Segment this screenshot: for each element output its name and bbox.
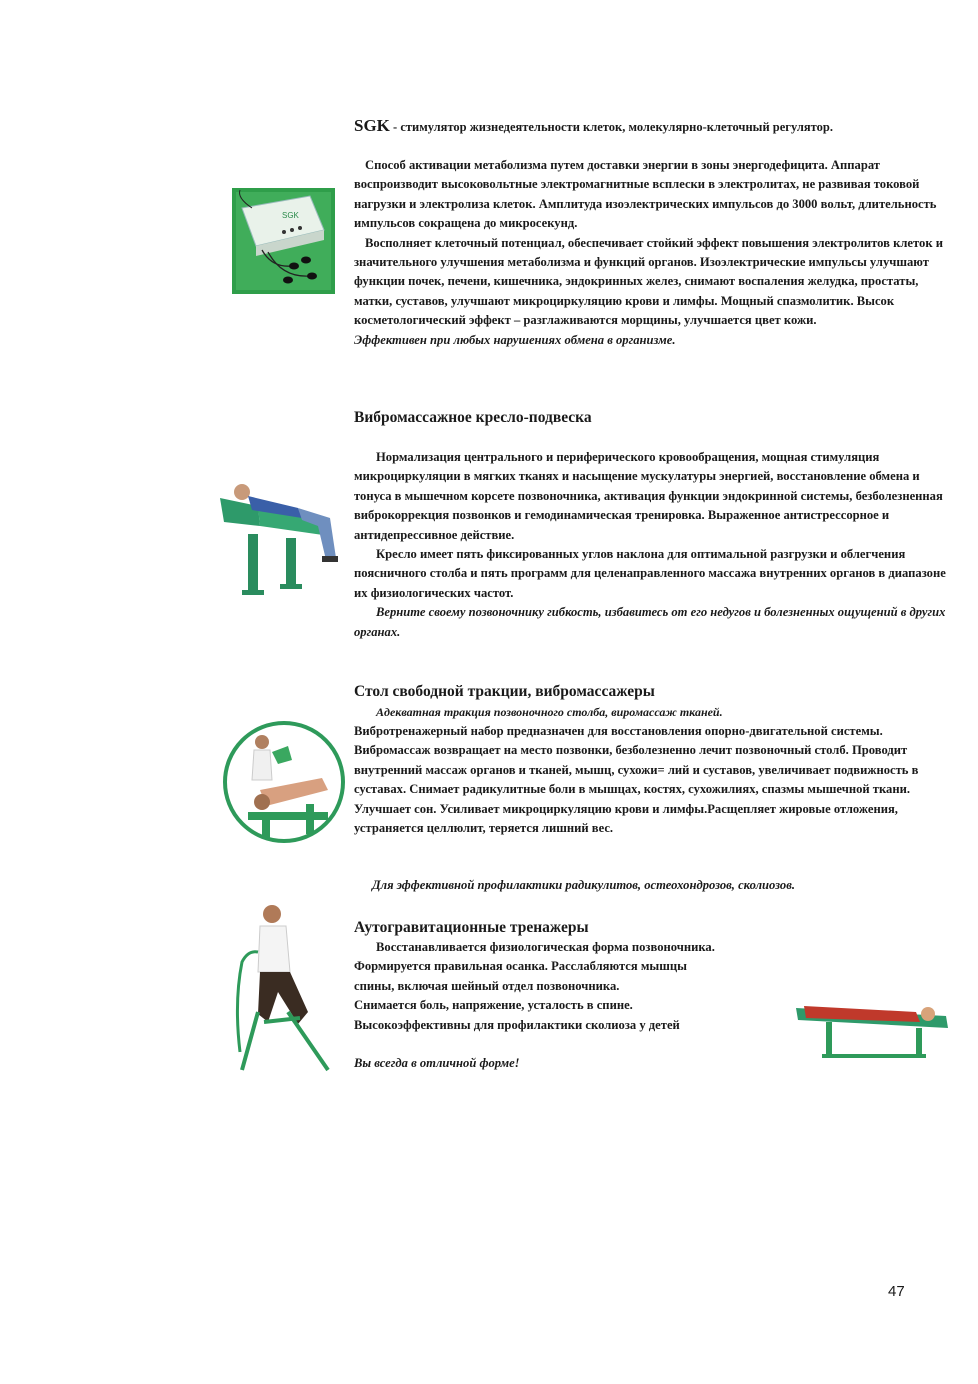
auto-line-4: Снимается боль, напряжение, усталость в спине.	[354, 998, 633, 1013]
sgk-paragraph-2: Восполняет клеточный потенциал, обеспечивает стойкий эффект повышения электролитов клеток и значительного улучшения метаболизма и функций органов. Изоэлектрические импульсы улучшают функции почек, печени, кишечника, эндокринных желез, снимают воспаления желудка, простаты, матки, суставов, улучшают микроциркуляцию крови и лимфы. Мощный спазмолитик. Высок косметологический эффект – разглаживаются морщины, улучшается цвет кожи.	[354, 235, 943, 328]
sgk-paragraph-1: Способ активации метаболизма путем доставки энергии в зоны энергодефицита. Аппарат воспроизводит высоковольтные электромагнитные всплески в электролитах, не развивая токовой нагрузки и электролиза клеток. Амплитуда изоэлектрических импульсов до 3000 вольт, длительность импульсов сокращена до микросекунд.	[354, 158, 937, 231]
lying-trainer-image	[796, 992, 952, 1060]
chair-text	[354, 448, 954, 642]
auto-line-5: Высокоэффективны для профилактики сколиоза у детей	[354, 1017, 680, 1032]
sgk-title	[354, 116, 954, 137]
chair-tagline: Верните своему позвоночнику гибкость, избавитесь от его недугов и болезненных ощущений в других органах.	[354, 605, 946, 639]
auto-line-3: спины, включая шейный отдел позвоночника.	[354, 978, 620, 993]
auto-tagline: Вы всегда в отличной форме!	[354, 1056, 520, 1070]
auto-title: Аутогравитационные тренажеры	[354, 919, 589, 936]
table-tagline: Для эффективной профилактики радикулитов, остеохондрозов, сколиозов.	[372, 878, 795, 892]
sgk-title-text: - стимулятор жизнедеятельности клеток, молекулярно-клеточный регулятор.	[389, 120, 833, 134]
table-text	[354, 722, 954, 838]
sgk-text	[354, 156, 954, 350]
autogravity-trainer-image	[228, 902, 332, 1074]
vibro-chair-image	[218, 478, 348, 602]
chair-paragraph-2: Кресло имеет пять фиксированных углов наклона для оптимальной разгрузки и облегчения поясничного столба и пять программ для целенаправленного массажа внутренних органов в диапазоне их физиологических частот.	[354, 547, 946, 600]
table-subtitle: Адекватная тракция позвоночного столба, виромассаж тканей.	[376, 705, 723, 719]
table-paragraph-1: Вибротренажерный набор предназначен для восстановления опорно-двигательной системы. Вибромассаж возвращает на место позвонки, безболезненно лечит позвоночный столб. Проводит внутренний массаж органов и тканей, мышц, сухожи= лий и суставов, увеличивает подвижность в суставах. Снимает радикулитные боли в мышцах, костях, сухожилиях, спазмы мышечной ткани. Улучшает сон. Усиливает микроциркуляцию крови и лимфы.Расщепляет жировые отложения, устраняется целлюлит, теряется лишний вес.	[354, 724, 919, 836]
sgk-device-image	[232, 188, 335, 294]
auto-line-2: Формируется правильная осанка. Расслабляются мышцы	[354, 959, 687, 974]
sgk-brand: SGK	[354, 116, 390, 135]
chair-title: Вибромассажное кресло-подвеска	[354, 409, 592, 426]
traction-table-image	[222, 720, 346, 844]
sgk-device-label: SGK	[282, 211, 299, 220]
chair-paragraph-1: Нормализация центрального и периферического кровообращения, мощная стимуляция микроциркуляции в мягких тканях и насыщение мускулатуры энергией, восстановление обмена и тонуса в мышечном корсете позвоночника, активация функции эндокринной системы, безболезненная виброкоррекция позвонков и гемодинамическая тренировка. Выраженное антистрессорное и антидепрессивное действие.	[354, 450, 943, 542]
table-title: Стол свободной тракции, вибромассажеры	[354, 683, 655, 700]
sgk-tagline: Эффективен при любых нарушениях обмена в организме.	[354, 332, 676, 347]
auto-line-1: Восстанавливается физиологическая форма позвоночника.	[376, 940, 715, 954]
page-number: 47	[888, 1283, 905, 1300]
